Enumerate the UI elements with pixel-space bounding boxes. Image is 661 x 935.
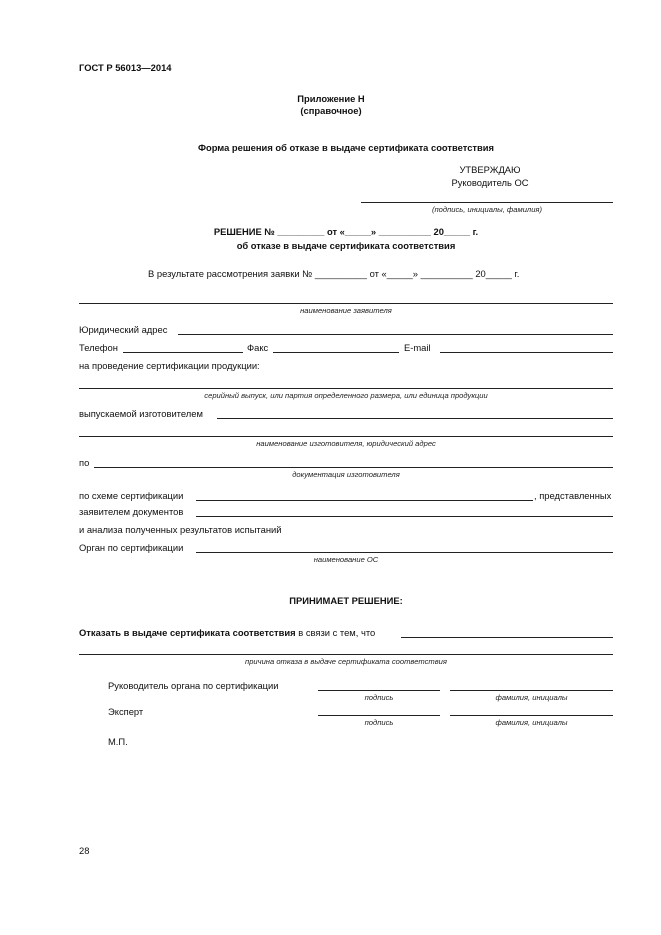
docs-caption: документация изготовителя — [292, 470, 400, 479]
appendix-note: (справочное) — [300, 105, 362, 116]
email-line — [440, 352, 613, 353]
head-sign-caption: подпись — [364, 693, 394, 702]
approve-signature-line — [361, 202, 613, 203]
manufacturer-line-1 — [217, 418, 613, 419]
cert-body-line — [196, 552, 613, 553]
applicant-docs-line — [196, 516, 613, 517]
scheme-line — [196, 500, 533, 501]
head-name-line — [450, 690, 613, 691]
by-label: по — [79, 457, 90, 468]
expert-sign-line — [318, 715, 440, 716]
manufacturer-caption: наименование изготовителя, юридический адрес — [256, 439, 436, 448]
expert-name-line — [450, 715, 613, 716]
expert-label: Эксперт — [108, 706, 144, 717]
page-number: 28 — [79, 845, 90, 856]
for-certification-text: на проведение сертификации продукции: — [79, 360, 260, 371]
series-line — [79, 388, 613, 389]
docs-line — [94, 467, 613, 468]
email-label: E-mail — [404, 342, 431, 353]
series-caption: серийный выпуск, или партия определенного размера, или единица продукции — [204, 391, 488, 400]
refusal-text — [79, 627, 375, 638]
cert-body-label: Орган по сертификации — [79, 542, 184, 553]
analysis-text: и анализа полученных результатов испытаний — [79, 524, 282, 535]
cert-body-caption: наименование ОС — [313, 555, 379, 564]
expert-name-caption: фамилия, инициалы — [495, 718, 568, 727]
accepts-heading: ПРИНИМАЕТ РЕШЕНИЕ: — [289, 595, 403, 606]
head-signature-label: Руководитель органа по сертификации — [108, 680, 279, 691]
head-name-caption: фамилия, инициалы — [495, 693, 568, 702]
refusal-bold: Отказать в выдаче сертификата соответствия — [79, 627, 296, 638]
form-title: Форма решения об отказе в выдаче сертификата соответствия — [197, 142, 495, 153]
refusal-line-2 — [79, 654, 613, 655]
legal-address-line — [178, 334, 613, 335]
head-sign-line — [318, 690, 440, 691]
applicant-line — [79, 303, 613, 304]
decision-subheading: об отказе в выдаче сертификата соответствия — [236, 240, 456, 251]
applicant-caption: наименование заявителя — [300, 306, 392, 315]
phone-line — [123, 352, 243, 353]
produced-by-label: выпускаемой изготовителем — [79, 408, 203, 419]
refusal-line-1 — [401, 637, 613, 638]
expert-sign-caption: подпись — [364, 718, 394, 727]
decision-heading: РЕШЕНИЕ № _________ от «_____» __________ 20_____ г. — [213, 226, 479, 237]
manufacturer-line-2 — [79, 436, 613, 437]
fax-label: Факс — [247, 342, 269, 353]
submitted-label: , представленных — [534, 490, 612, 501]
standard-number: ГОСТ Р 56013—2014 — [79, 62, 172, 73]
approve-caption: (подпись, инициалы, фамилия) — [431, 205, 543, 214]
legal-address-label: Юридический адрес — [79, 324, 168, 335]
scheme-label: по схеме сертификации — [79, 490, 184, 501]
refusal-caption: причина отказа в выдаче сертификата соответствия — [245, 657, 447, 666]
seal-label: М.П. — [108, 736, 128, 747]
applicant-docs-label: заявителем документов — [79, 506, 184, 517]
approve-role: Руководитель ОС — [451, 177, 529, 188]
refusal-rest: в связи с тем, что — [295, 627, 376, 638]
appendix-title: Приложение Н — [297, 93, 365, 104]
fax-line — [273, 352, 399, 353]
intro-text: В результате рассмотрения заявки № __________ от «_____» __________ 20_____ г. — [148, 268, 520, 279]
approve-label: УТВЕРЖДАЮ — [459, 164, 521, 175]
phone-label: Телефон — [79, 342, 118, 353]
